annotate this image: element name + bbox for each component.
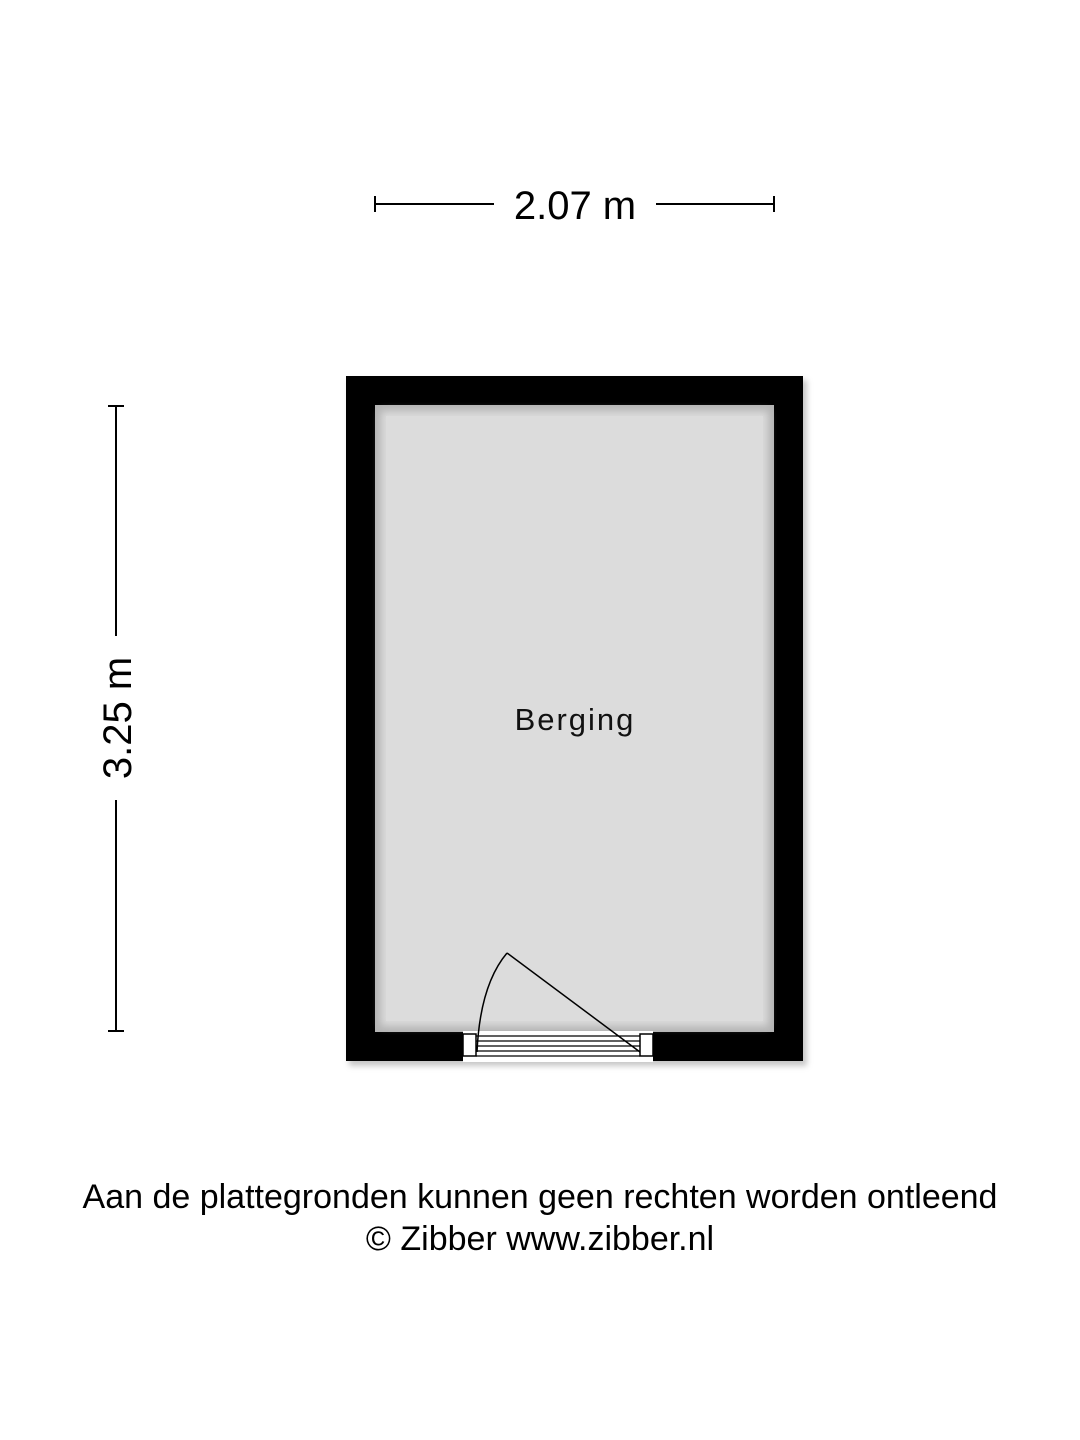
door-frame-left — [463, 1034, 476, 1056]
room-label-berging: Berging — [514, 702, 636, 737]
width-dimension — [375, 184, 774, 228]
height-dimension-label: 3.25 m — [96, 656, 140, 780]
door-frame-right — [640, 1034, 653, 1056]
footer-disclaimer: Aan de plattegronden kunnen geen rechten worden ontleend — [82, 1178, 998, 1216]
room-berging — [346, 376, 807, 1066]
height-dimension — [96, 406, 140, 1031]
footer-copyright: © Zibber www.zibber.nl — [365, 1220, 715, 1258]
width-dimension-label: 2.07 m — [513, 184, 637, 228]
